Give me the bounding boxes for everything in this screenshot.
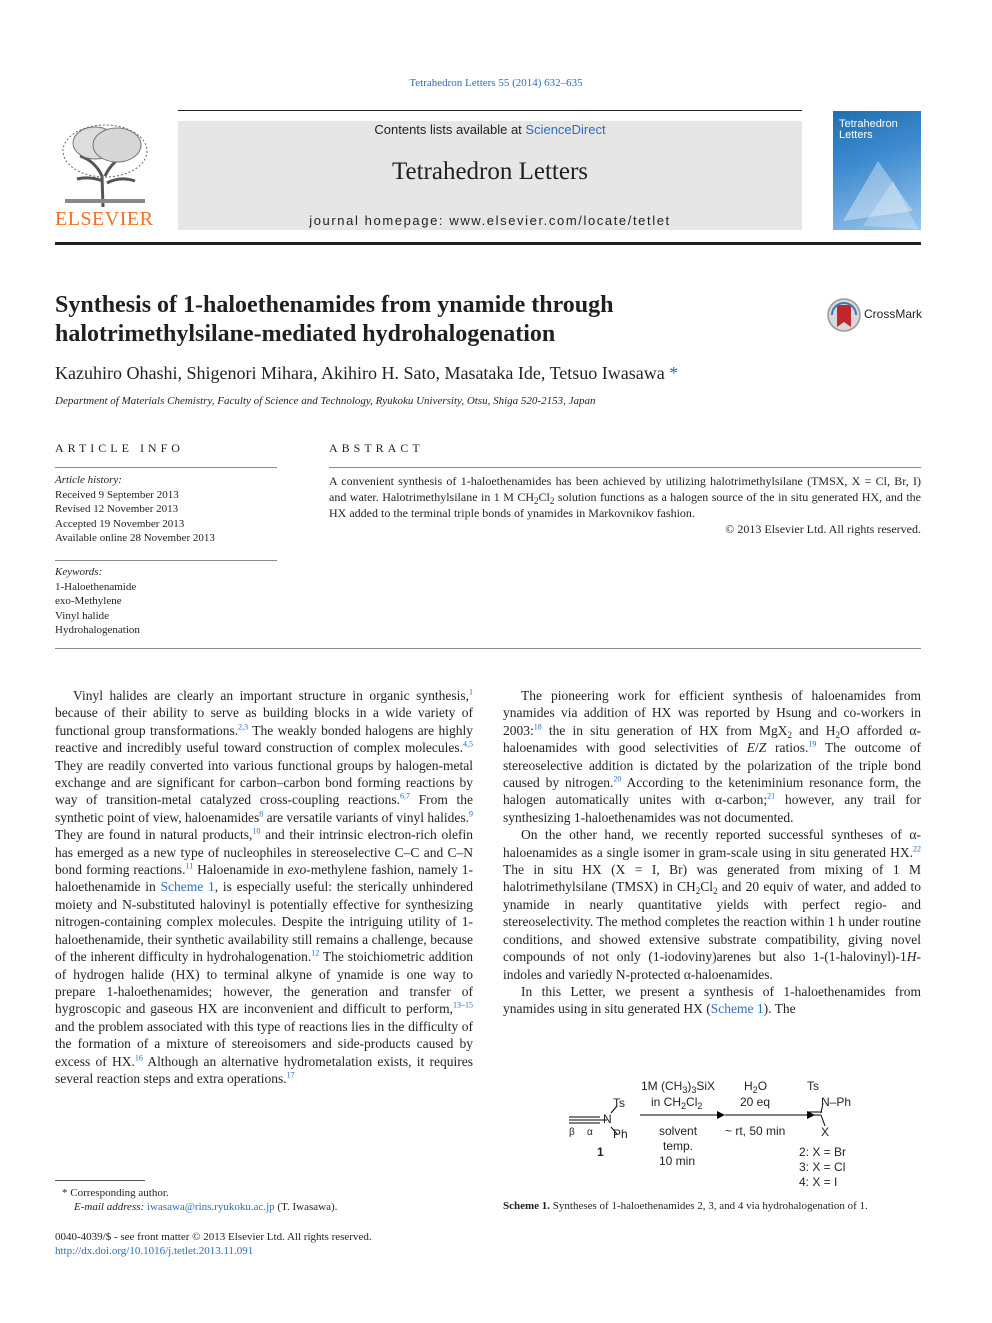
issn-line: 0040-4039/$ - see front matter © 2013 Elsevier Ltd. All rights reserved.: [55, 1231, 372, 1243]
citation[interactable]: 12: [311, 948, 320, 958]
caption-text: Syntheses of 1-haloethenamides 2, 3, and 4 via hydrohalogenation of 1.: [552, 1200, 868, 1212]
body-column-right: [503, 687, 921, 1018]
title-line-1: Synthesis of 1-haloethenamides from ynamide through: [55, 292, 614, 318]
cover-title: Tetrahedron Letters: [839, 118, 898, 141]
subscript: 2: [787, 729, 793, 740]
citation[interactable]: 18: [533, 722, 542, 732]
citation[interactable]: 2,3: [238, 722, 249, 732]
crossmark-badge[interactable]: [826, 297, 926, 333]
abstract-heading: ABSTRACT: [329, 441, 424, 455]
sm-ts: Ts: [613, 1096, 625, 1110]
sm-number: 1: [597, 1145, 604, 1159]
citation[interactable]: 9: [469, 809, 474, 819]
abstract-copyright: © 2013 Elsevier Ltd. All rights reserved.: [725, 522, 921, 536]
scheme-link[interactable]: Scheme 1: [710, 1001, 764, 1017]
scheme-caption: [503, 1200, 921, 1212]
product-4: 4: X = I: [799, 1175, 838, 1189]
product-2: 2: X = Br: [799, 1145, 847, 1159]
paragraph: Vinyl halides are clearly an important structure in organic synthesis,$^1$ because of their ability to serve as building blocks in a wide variety of functional group transformations.$^{2,3}$ The weakly bonded halogens are highly reactive and incredibly useful toward construction of complex molecules.$^{4,5}$ They are readily converted into various functional groups by halogen-metal exchange and are significant for carbon–carbon bond forming reactions by way of transition-metal catalyzed cross-coupling reactions.$^{6,7}$ From the synthetic point of view, haloenamides$^8$ are versatile variants of vinyl halides.$^9$ They are found in natural products,$^{10}$ and their intrinsic electron-rich olefin has emerged as a new type of nucleophiles in stereoselective C–C and C–N bond forming reactions.$^{11}$ Haloenamide in exo-methylene fashion, namely 1-haloethenamide in Scheme 1, is especially useful: the sterically unhindered moiety and N-substituted halovinyl is potentially effective for synthesizing nitrogen-containing complex molecules. Despite the intriguing utility of 1-haloethenamide, their synthetic availability still remains a challenge, because of the inherent difficulty in hydrohalogenation.$^{12}$ The stoichiometric addition of hydrogen halide (HX) to terminal alkyne of ynamide is one way to prepare 1-haloethenamides; however, the generation and transfer of hygroscopic and gaseous HX are inconvenient and difficult to perform,$^{13-15}$ and the problem associated with this type of reactions lies in the difficulty of the formation of a mixture of stereoisomers and side-products caused by excess of HX.$^{16}$ Although an alternative hydrometalation exists, it requires several reaction steps and extra operations.$^{17}$: [55, 687, 474, 1086]
scheme-1-figure: [545, 1075, 885, 1195]
journal-reference[interactable]: Tetrahedron Letters 55 (2014) 632–635: [409, 77, 583, 89]
paragraph: The pioneering work for efficient synthesis of haloenamides from ynamides via addition of HX was reported by Hsung and co-workers in 2003:$^{18}$ the in situ generation of HX from MgX$_2$ and $H_2O$ afforded α-haloenamides with good selectivities of E/Z ratios.$^{19}$ The outcome of stereoselective addition is dictated by the polarization of the triple bond caused by nitrogen.$^{20}$ According to the keteniminium resonance form, the halogen automatically unites with α-carbon;$^{21}$ however, any trail for synthesizing 1-haloethenamides was not documented.: [503, 688, 922, 825]
journal-cover-image: [833, 111, 921, 230]
reagent-line-2: in $CH_2Cl_2$: [651, 1095, 703, 1111]
product-nph: N–Ph: [821, 1095, 852, 1109]
article-history: [55, 473, 285, 546]
citation[interactable]: 11: [185, 861, 194, 871]
paragraph: In this Letter, we present a synthesis of 1-haloethenamides from ynamides using in situ generated HX (Scheme 1). The: [503, 983, 921, 1017]
journal-title: Tetrahedron Letters: [391, 158, 589, 185]
sm-beta: β: [569, 1127, 575, 1138]
footnote-rule: [55, 1180, 145, 1181]
paragraph: On the other hand, we recently reported successful syntheses of α-haloenamides as a single isomer in gram-scale using in situ generated HX.$^{22}$ The in situ HX (X = I, Br) was generated from mixing of 1 M halotrimethylsilane (TMSX) in $CH_2Cl_2$ and 20 equiv of water, and added to ynamide in nearly quantitative yields with perfect regio- and stereoselectivity. The method completes the reaction within 1 h under routine conditions, and showed extensive substrate compatibility, giving novel compounds of not only (1-iodoviny)arenes but also 1-(1-halovinyl)-1H-indoles and variedly N-protected α-haloenamides.: [503, 827, 921, 982]
contents-line: [178, 122, 802, 137]
keyword-item: 1-Haloethenamide: [55, 580, 137, 593]
email-label: E-mail address:: [74, 1201, 145, 1213]
elsevier-wordmark: ELSEVIER: [55, 208, 154, 230]
condition-temp: temp.: [663, 1139, 694, 1153]
water-reagent: $H_2O$: [744, 1079, 768, 1095]
corresponding-author-mark[interactable]: *: [669, 363, 679, 383]
authors-text: Kazuhiro Ohashi, Shigenori Mihara, Akihiro H. Sato, Masataka Ide, Tetsuo Iwasawa: [55, 363, 665, 383]
water-equiv: 20 eq: [740, 1095, 771, 1109]
product-x: X: [821, 1125, 830, 1139]
article-title: [55, 291, 775, 349]
email-note: [74, 1200, 337, 1215]
abstract-bottom-rule: [55, 648, 921, 649]
header-bottom-rule: [55, 242, 921, 245]
subscript: 2: [835, 729, 840, 740]
citation[interactable]: 17: [286, 1070, 295, 1080]
abstract-rule: [329, 467, 921, 468]
corresponding-text: Corresponding author.: [70, 1187, 169, 1199]
keywords: [55, 565, 285, 638]
abstract-part: Cl: [538, 490, 550, 504]
keyword-item: exo-Methylene: [55, 595, 122, 607]
author-list: [55, 363, 678, 384]
sciencedirect-link[interactable]: ScienceDirect: [525, 122, 606, 137]
corresponding-author-note: [62, 1186, 169, 1201]
history-received: Received 9 September 2013: [55, 488, 179, 501]
article-info-heading: ARTICLE INFO: [55, 441, 184, 455]
scheme-link[interactable]: Scheme 1: [160, 879, 215, 895]
elsevier-tree-logo: [55, 121, 155, 209]
article-info-rule: [55, 467, 277, 468]
citation[interactable]: 1: [469, 687, 473, 697]
condition-solvent: solvent: [659, 1124, 698, 1138]
condition-time: 10 min: [659, 1154, 696, 1168]
keywords-rule: [55, 560, 277, 561]
citation[interactable]: 22: [913, 844, 921, 854]
product-3: 3: X = Cl: [799, 1160, 846, 1174]
crossmark-icon: [826, 297, 862, 333]
header-top-rule: [178, 110, 802, 111]
contents-prefix: Contents lists available at: [374, 122, 526, 137]
affiliation: Department of Materials Chemistry, Faculty of Science and Technology, Ryukoku University, Otsu, Shiga 520-2153, Japan: [55, 395, 596, 407]
body-column-left: [55, 687, 473, 1087]
rt-condition: ~ rt, 50 min: [725, 1124, 786, 1138]
history-label: Article history:: [55, 474, 122, 486]
sm-ph: Ph: [613, 1127, 628, 1141]
citation[interactable]: 16: [134, 1053, 143, 1063]
subscript: 2: [534, 496, 539, 506]
keywords-label: Keywords:: [55, 566, 103, 578]
sm-alpha: α: [587, 1127, 593, 1138]
reagent-line-1: 1M $(CH_3)_3SiX$: [641, 1079, 716, 1095]
abstract-part: A convenient synthesis of 1-haloethenamides has been achieved by utilizing halotrimethylsilane (TMSX, X = Cl, Br, I) and water. Halotrimethylsilane in 1 M CH: [329, 474, 921, 504]
abstract-text: [329, 473, 921, 537]
title-line-2: halotrimethylsilane-mediated hydrohalogenation: [55, 321, 556, 347]
citation[interactable]: 19: [808, 739, 817, 749]
subscript: 2: [549, 496, 555, 506]
history-revised: Revised 12 November 2013: [55, 503, 179, 515]
sm-n: N: [603, 1112, 612, 1126]
doi-link[interactable]: http://dx.doi.org/10.1016/j.tetlet.2013.11.091: [55, 1245, 254, 1257]
citation[interactable]: 6,7: [399, 791, 410, 801]
caption-label: Scheme 1.: [503, 1200, 551, 1212]
citation[interactable]: 8: [259, 809, 264, 819]
citation[interactable]: 13–15: [453, 1000, 473, 1010]
product-ts: Ts: [807, 1079, 819, 1093]
journal-homepage[interactable]: journal homepage: www.elsevier.com/locate/tetlet: [309, 213, 671, 228]
keyword-item: Hydrohalogenation: [55, 624, 140, 636]
citation[interactable]: 21: [767, 791, 776, 801]
email-link[interactable]: iwasawa@rins.ryukoku.ac.jp: [146, 1201, 275, 1213]
asterisk: *: [62, 1187, 68, 1199]
subscript: 2: [695, 886, 701, 897]
email-tail: (T. Iwasawa).: [277, 1201, 338, 1213]
crossmark-label: CrossMark: [864, 307, 923, 321]
abstract-part: solution functions as a halogen source of the in situ generated HX, and the HX added to the terminal triple bonds of ynamides in Markovnikov fashion.: [329, 490, 921, 520]
journal-banner: [178, 121, 802, 230]
subscript: 2: [713, 886, 718, 897]
history-online: Available online 28 November 2013: [55, 532, 215, 544]
citation[interactable]: 20: [613, 774, 622, 784]
citation[interactable]: 10: [252, 826, 261, 836]
keyword-item: Vinyl halide: [55, 609, 110, 622]
history-accepted: Accepted 19 November 2013: [55, 517, 185, 530]
citation[interactable]: 4,5: [463, 739, 473, 749]
